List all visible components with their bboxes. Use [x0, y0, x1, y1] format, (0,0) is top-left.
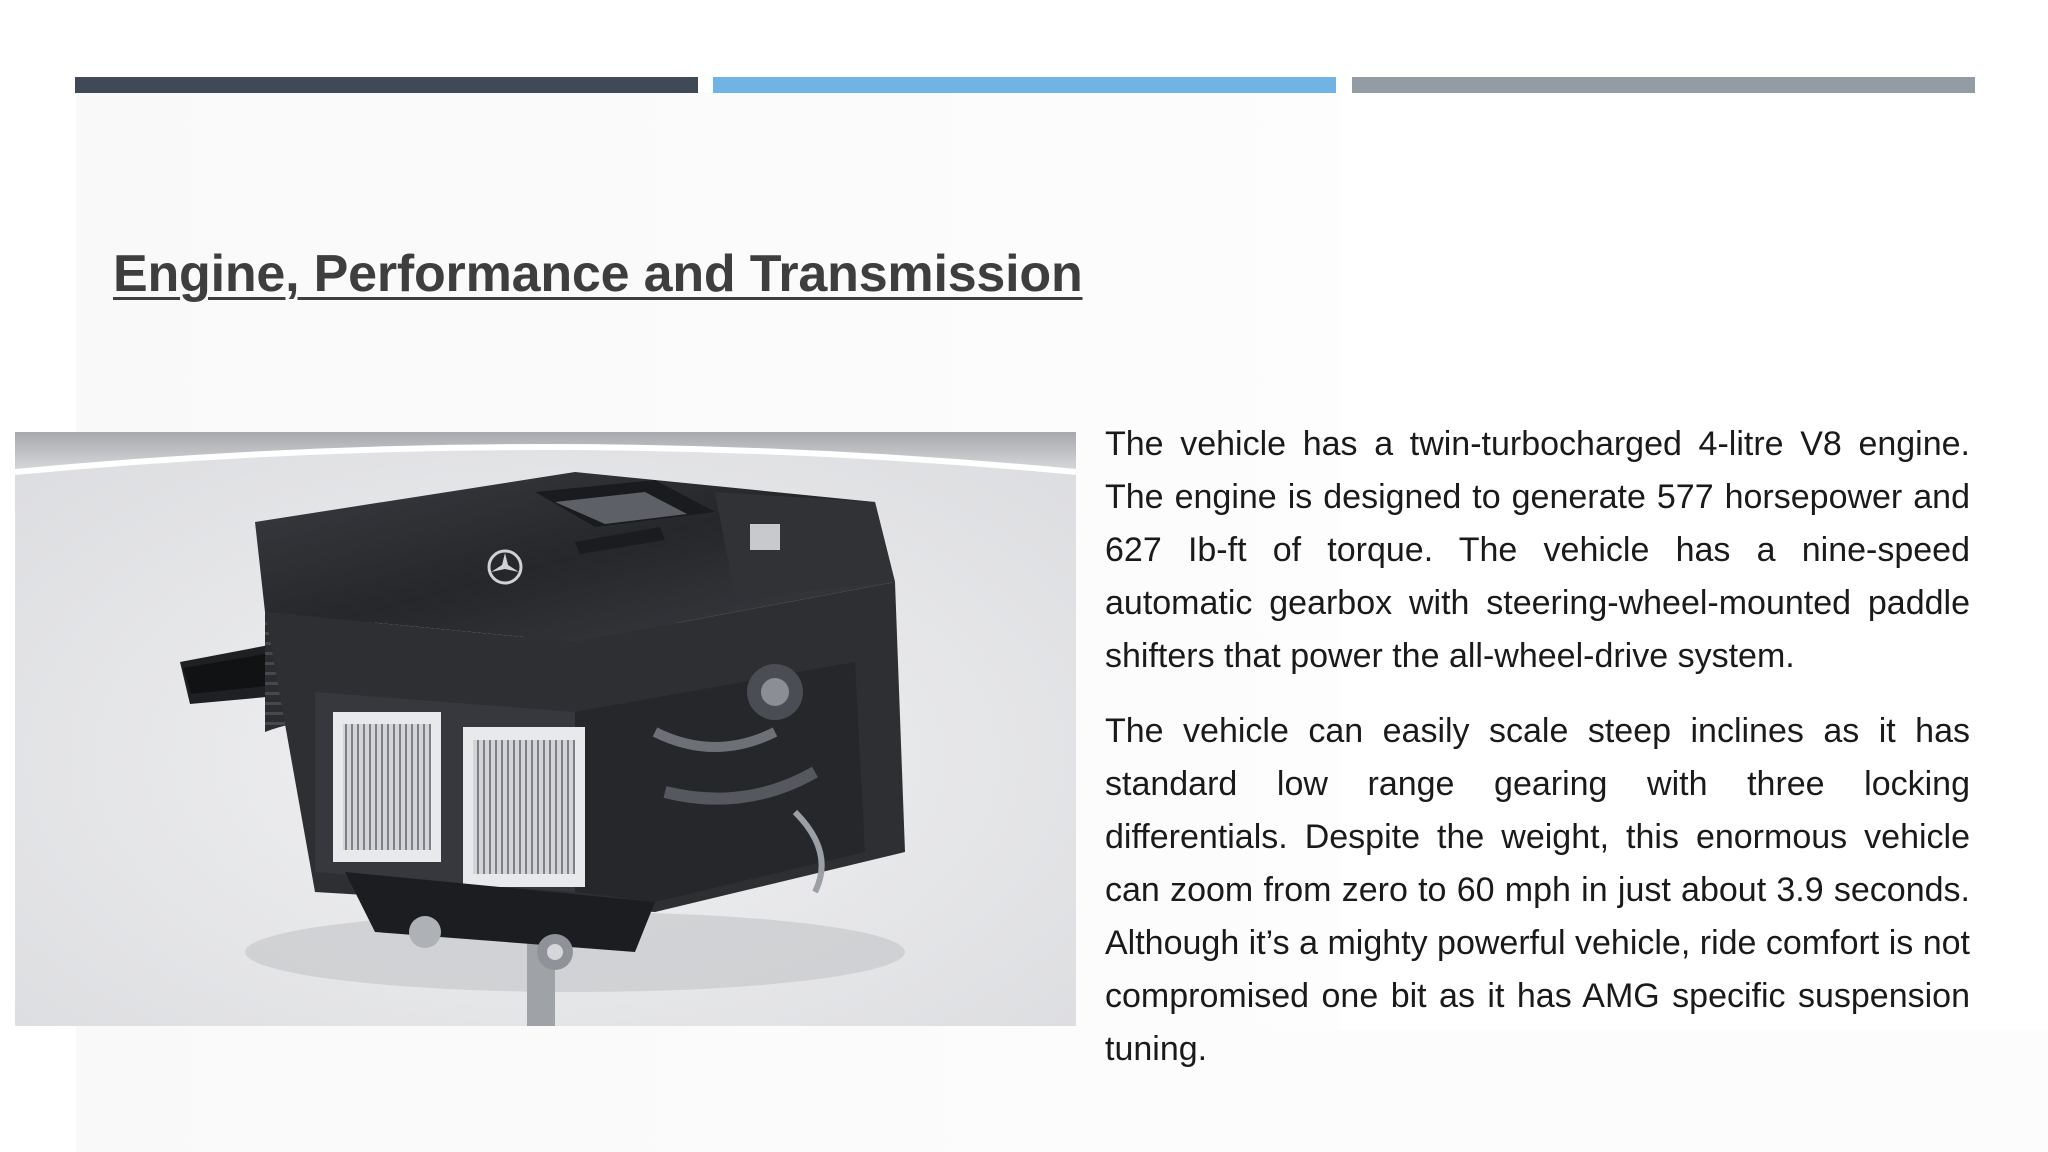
- slide-title: Engine, Performance and Transmission: [113, 245, 1083, 303]
- paragraph-engine: The vehicle has a twin-turbocharged 4-litre V8 engine. The engine is designed to generate 577 horsepower and 627 Ib-ft of torque. The vehicle has a nine-speed automatic gearbox with steering-wheel-mounted paddle shifters that power the all-wheel-drive system.: [1105, 425, 1970, 675]
- paragraph-performance: The vehicle can easily scale steep inclines as it has standard low range gearing with three locking differentials. Despite the weight, this enormous vehicle can zoom from zero to 60 mph in just about 3.9 seconds. Although it’s a mighty powerful vehicle, ride comfort is not compromised one bit as it has AMG specific suspension tuning.: [1105, 712, 1970, 1068]
- engine-photo: [15, 432, 1076, 1026]
- body-text: [1105, 418, 1970, 1098]
- accent-bar-gray: [1352, 77, 1975, 93]
- accent-bar-dark: [75, 77, 698, 93]
- accent-bar-blue: [713, 77, 1336, 93]
